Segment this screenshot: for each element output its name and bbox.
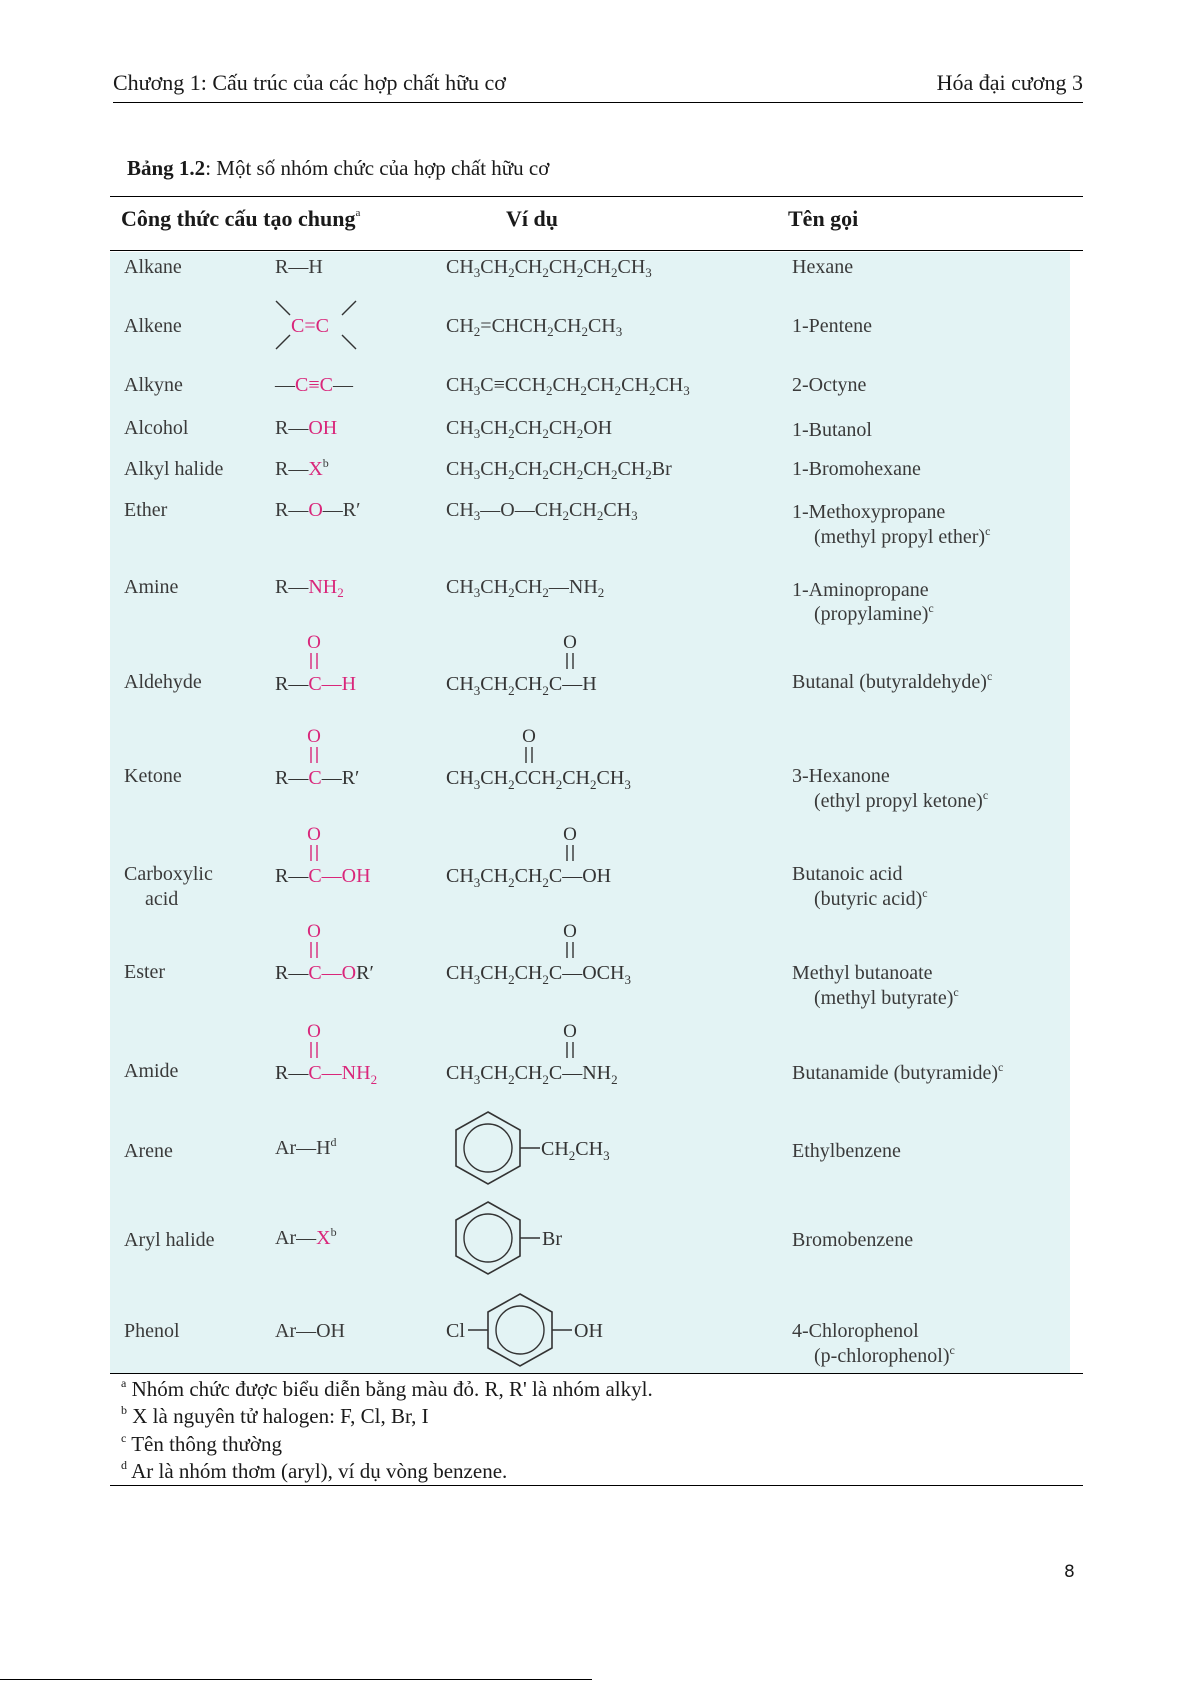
general-formula: $Ar—X^b$ — [275, 1225, 337, 1249]
example-formula: $CH_3C\equiv CCH_2CH_2CH_2CH_2CH_3$ — [446, 374, 690, 398]
example-formula: $CH_3CH_2CH_2CH_2CH_2CH_3$ — [446, 256, 652, 280]
ketone-example — [444, 722, 684, 792]
class-cell: Amide — [124, 1060, 179, 1082]
class-cell: Aldehyde — [124, 671, 202, 693]
common-name: (propylamine)$^c$ — [814, 601, 934, 625]
common-name: (methyl propyl ether)$^c$ — [814, 524, 991, 548]
example-formula: $CH_3—O—CH_2CH_2CH_3$ — [446, 499, 638, 523]
name-cell: Bromobenzene — [792, 1229, 914, 1251]
header-chapter: Chương 1: Cấu trúc của các hợp chất hữu cơ — [113, 70, 506, 95]
common-name: (p-chlorophenol)$^c$ — [814, 1343, 955, 1367]
svg-text:R—C—OR′: R—C—OR′ — [275, 962, 374, 984]
class-cell: Alcohol — [124, 417, 189, 439]
name-cell: Butanoic acid — [792, 863, 903, 885]
name-cell: 1-Butanol — [792, 419, 872, 441]
svg-text:O: O — [307, 726, 321, 747]
svg-text:C=C: C=C — [291, 315, 329, 337]
svg-text:OH: OH — [574, 1320, 603, 1342]
example-formula: $CH_3CH_2CH_2CH_2OH$ — [446, 417, 613, 441]
svg-text:O: O — [563, 824, 577, 845]
ketone-formula — [272, 722, 412, 792]
class-cell: Ketone — [124, 765, 182, 787]
footnote: $^b$ X là nguyên tử halogen: F, Cl, Br, I — [121, 1403, 429, 1428]
svg-text:O: O — [307, 632, 321, 653]
class-cell: Arene — [124, 1140, 173, 1162]
example-formula: $CH_2=CHCH_2CH_2CH_3$ — [446, 315, 623, 339]
name-cell: 1-Aminopropane — [792, 579, 929, 601]
class-cell: Alkane — [124, 256, 182, 278]
aldehyde-example — [444, 628, 664, 698]
amide-formula — [272, 1017, 412, 1087]
class-cell: Carboxylic — [124, 863, 213, 885]
class-cell: Alkyl halide — [124, 458, 224, 480]
name-cell: 3-Hexanone — [792, 765, 890, 787]
class-cell: Ester — [124, 961, 166, 983]
svg-text:CH3CH2CH2C—OH: $CH_3CH_2CH_2C—OH$ — [446, 865, 612, 890]
svg-text:O: O — [307, 1021, 321, 1042]
carboxylic-acid-example — [444, 820, 684, 890]
common-name: (ethyl propyl ketone)$^c$ — [814, 788, 989, 812]
name-cell: 1-Bromohexane — [792, 458, 921, 480]
name-cell: 4-Chlorophenol — [792, 1320, 919, 1342]
common-name: (methyl butyrate)$^c$ — [814, 985, 959, 1009]
page-number: 8 — [1064, 1562, 1075, 1582]
footnote: $^c$ Tên thông thường — [121, 1431, 283, 1456]
general-formula: R—O—R′ — [275, 499, 361, 521]
class-cell: Phenol — [124, 1320, 180, 1342]
table-caption — [127, 156, 549, 181]
chlorophenol-structure — [444, 1290, 644, 1370]
general-formula: Ar—OH — [275, 1320, 345, 1342]
general-formula: $R—X^b$ — [275, 456, 329, 480]
general-formula: $R—NH_2$ — [275, 576, 344, 600]
page-header — [113, 70, 1083, 103]
class-cell: Alkene — [124, 315, 182, 337]
example-formula: $CH_3CH_2CH_2CH_2CH_2CH_2Br$ — [446, 458, 672, 482]
svg-text:CH3CH2CH2C—OCH3: $CH_3CH_2CH_2C—OCH_3$ — [446, 962, 631, 987]
common-name: (butyric acid)$^c$ — [814, 886, 928, 910]
svg-text:R—C—H: R—C—H — [275, 673, 357, 695]
ethylbenzene-structure — [444, 1108, 654, 1188]
class-cell: Ether — [124, 499, 168, 521]
svg-text:O: O — [563, 921, 577, 942]
table-label: Bảng 1.2 — [127, 156, 206, 180]
table-top-rule — [110, 196, 1083, 197]
svg-text:R—C—NH2: $R—C—NH_2$ — [275, 1062, 378, 1087]
class-cell: Alkyne — [124, 374, 183, 396]
general-formula: —C≡C— — [275, 374, 353, 396]
amide-example — [444, 1017, 694, 1087]
svg-text:Br: Br — [542, 1228, 562, 1250]
general-formula: R—H — [275, 256, 323, 278]
name-cell: Butanal (butyraldehyde)$^c$ — [792, 669, 993, 693]
name-cell: Methyl butanoate — [792, 962, 933, 984]
table-body-rule — [110, 1373, 1083, 1374]
bromobenzene-structure — [444, 1198, 604, 1278]
name-cell: 2-Octyne — [792, 374, 867, 396]
svg-text:O: O — [563, 1021, 577, 1042]
ester-formula — [272, 917, 412, 987]
svg-text:R—C—OH: R—C—OH — [275, 865, 371, 887]
class-cell-line2: acid — [145, 888, 179, 910]
example-formula: $CH_3CH_2CH_2—NH_2$ — [446, 576, 605, 600]
alkene-formula — [272, 298, 372, 352]
svg-text:O: O — [522, 726, 536, 747]
column-header-formula: Công thức cấu tạo chung$^a$ — [121, 206, 361, 231]
svg-text:CH3CH2CCH2CH2CH3: $CH_3CH_2CCH_2CH_2CH_3$ — [446, 767, 631, 792]
svg-text:CH3CH2CH2C—NH2: $CH_3CH_2CH_2C—NH_2$ — [446, 1062, 618, 1087]
name-cell: Butanamide (butyramide)$^c$ — [792, 1060, 1004, 1084]
svg-text:R—C—R′: R—C—R′ — [275, 767, 360, 789]
general-formula: $Ar—H^d$ — [275, 1135, 337, 1159]
name-cell: Hexane — [792, 256, 854, 278]
svg-text:O: O — [307, 921, 321, 942]
aldehyde-formula — [272, 628, 412, 698]
header-course: Hóa đại cương 3 — [936, 70, 1083, 95]
name-cell: 1-Pentene — [792, 315, 872, 337]
carboxylic-acid-formula — [272, 820, 412, 890]
table-bottom-rule — [110, 1485, 1083, 1486]
class-cell: Aryl halide — [124, 1229, 215, 1251]
table-title: : Một số nhóm chức của hợp chất hữu cơ — [205, 156, 550, 180]
svg-text:CH2CH3: $CH_2CH_3$ — [541, 1138, 610, 1163]
general-formula: R—OH — [275, 417, 338, 439]
class-cell: Amine — [124, 576, 179, 598]
ester-example — [444, 917, 694, 987]
svg-text:Cl: Cl — [446, 1320, 465, 1342]
name-cell: 1-Methoxypropane — [792, 501, 946, 523]
footnote: $^a$ Nhóm chức được biểu diễn bằng màu đỏ. R, R' là nhóm alkyl. — [121, 1376, 653, 1401]
footer-line — [0, 1679, 592, 1680]
column-header-example: Ví dụ — [506, 206, 558, 231]
name-cell: Ethylbenzene — [792, 1140, 901, 1162]
svg-text:O: O — [563, 632, 577, 653]
column-header-name: Tên gọi — [788, 206, 859, 231]
svg-text:CH3CH2CH2C—H: $CH_3CH_2CH_2C—H$ — [446, 673, 597, 698]
svg-text:O: O — [307, 824, 321, 845]
footnote: $^d$ Ar là nhóm thơm (aryl), ví dụ vòng benzene. — [121, 1458, 508, 1483]
table-header-rule — [110, 250, 1083, 251]
